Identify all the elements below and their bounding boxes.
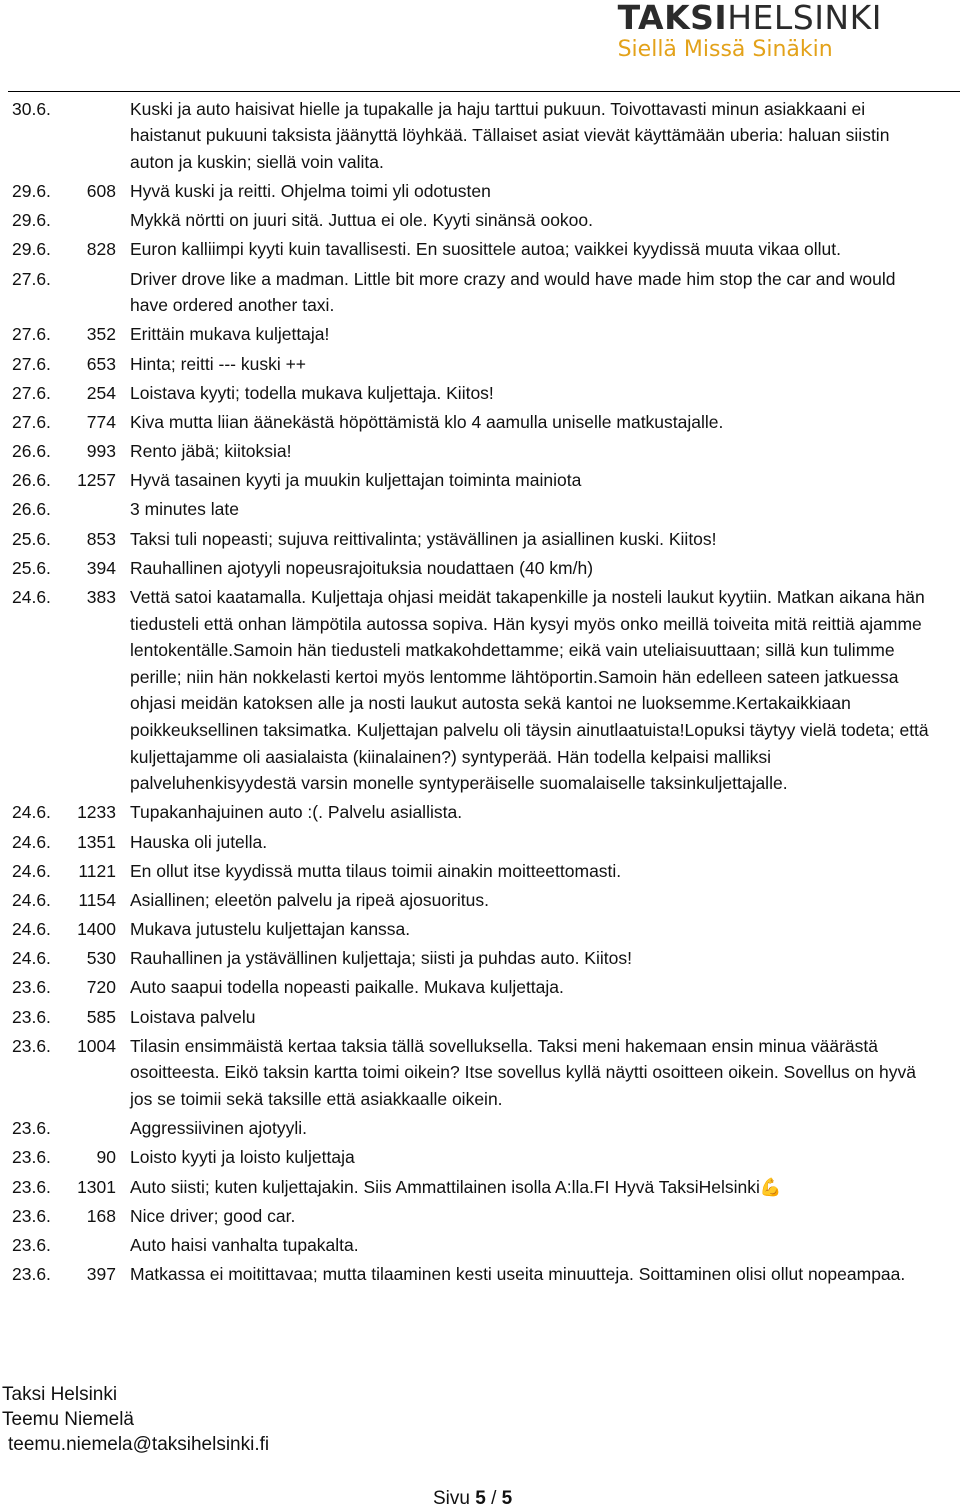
feedback-row <box>0 435 960 464</box>
page-current: 5 <box>475 1488 486 1509</box>
feedback-number: 1154 <box>78 889 116 910</box>
feedback-row <box>0 914 960 943</box>
feedback-number: 653 <box>86 353 116 374</box>
feedback-date: 23.6. <box>12 1147 51 1168</box>
feedback-number: 254 <box>86 382 116 403</box>
feedback-number: 397 <box>86 1264 116 1285</box>
feedback-text: Erittäin mukava kuljettaja! <box>130 324 330 345</box>
feedback-date: 24.6. <box>12 831 51 852</box>
feedback-text: Hyvä tasainen kyyti ja muukin kuljettajan toiminta mainiota <box>130 470 582 491</box>
feedback-row <box>0 1229 960 1258</box>
feedback-text: Tilasin ensimmäistä kertaa taksia tällä sovelluksella. Taksi meni hakemaan ensin minua väärästä osoitteesta. Eikö taksin kartta toimi oikein? Itse sovellus kyllä näytti osoitteen oikein. Sovellus on hyvä jos se toimii sekä taksille että asiakkaalle oikein. <box>130 1035 916 1110</box>
logo-light-text: HELSINKI <box>727 0 882 37</box>
feedback-text: Rauhallinen ajotyyli nopeusrajoituksia noudattaen (40 km/h) <box>130 557 594 578</box>
footer-company: Taksi Helsinki <box>2 1384 118 1405</box>
feedback-row <box>0 348 960 377</box>
feedback-date: 23.6. <box>12 1176 51 1197</box>
feedback-number: 1301 <box>77 1176 116 1197</box>
feedback-row <box>0 1259 960 1288</box>
feedback-text: Rento jäbä; kiitoksia! <box>130 441 292 462</box>
logo-tagline: Siellä Missä Sinäkin <box>617 37 833 62</box>
feedback-row <box>0 1113 960 1142</box>
feedback-text: Vettä satoi kaatamalla. Kuljettaja ohjasi meidät takapenkille ja nosteli laukut kyytiin. Matkan aikana hän tiedusteli että onhan lämpötila autossa sopiva. Hän kysyi myös onko meillä toiveita mitä reittiä ajamme lentokentälle.Samoin hän tiedusteli matkakohdettamme; eikä vain uteliaisuuttaan; sillä kun tulimme perille; niin hän nokkelasti kertoi myös lentomme lähtöportin.Samoin hän edelleen sateen jatkuessa ohjasi meidän katoksen alle ja nosti laukut autosta sekä kantoi ne luoksemme.Kertakaikkiaan poikkeuksellinen taksimatka. Kuljettajan palvelu oli täysin ainutlaatuista!Lopuksi täytyy vielä todeta; että kuljettajamme oli aasialaista (kiinalainen?) syntyperää. Hän todella kelpaisi malliksi palveluhenkisyydestä varsin monelle syntyperäiselle suomalaiselle taksinkuljettajalle. <box>130 587 929 794</box>
feedback-date: 27.6. <box>12 353 51 374</box>
feedback-row <box>0 581 960 796</box>
feedback-row <box>0 175 960 204</box>
feedback-number: 720 <box>86 977 116 998</box>
feedback-row <box>0 552 960 581</box>
feedback-row <box>0 855 960 884</box>
feedback-text: Matkassa ei moitittavaa; mutta tilaaminen kesti useita minuutteja. Soittaminen olisi ollut nopeampaa. <box>130 1264 906 1285</box>
feedback-text: Auto siisti; kuten kuljettajakin. Siis Ammattilainen isolla A:lla.FI Hyvä TaksiHelsinki💪 <box>130 1176 782 1197</box>
feedback-row <box>0 205 960 234</box>
feedback-number: 585 <box>86 1006 116 1027</box>
feedback-row <box>0 234 960 263</box>
feedback-date: 26.6. <box>12 499 51 520</box>
feedback-text: Loistava kyyti; todella mukava kuljettaja. Kiitos! <box>130 382 494 403</box>
page-total: 5 <box>501 1488 513 1509</box>
feedback-date: 23.6. <box>12 1035 51 1056</box>
feedback-date: 27.6. <box>12 411 51 432</box>
feedback-text: Euron kalliimpi kyyti kuin tavallisesti. En suosittele autoa; vaikkei kyydissä muuta vikaa ollut. <box>130 239 842 260</box>
feedback-date: 23.6. <box>12 1006 51 1027</box>
feedback-date: 24.6. <box>12 860 51 881</box>
footer-email: teemu.niemela@taksihelsinki.fi <box>8 1434 270 1455</box>
feedback-number: 530 <box>86 948 116 969</box>
taksihelsinki-logo <box>618 2 882 64</box>
feedback-date: 29.6. <box>12 210 51 231</box>
feedback-date: 24.6. <box>12 889 51 910</box>
feedback-text: Driver drove like a madman. Little bit more crazy and would have made him stop the car and would have ordered another taxi. <box>130 268 896 316</box>
page-number <box>433 1487 512 1511</box>
feedback-row <box>0 1001 960 1030</box>
feedback-date: 23.6. <box>12 1205 51 1226</box>
feedback-number: 993 <box>86 441 116 462</box>
feedback-date: 25.6. <box>12 557 51 578</box>
feedback-row <box>0 943 960 972</box>
feedback-list <box>0 93 960 1288</box>
feedback-text: 3 minutes late <box>130 499 239 520</box>
feedback-row <box>0 1200 960 1229</box>
feedback-date: 29.6. <box>12 180 51 201</box>
feedback-number: 828 <box>86 239 116 260</box>
feedback-row <box>0 523 960 552</box>
feedback-text: Kiva mutta liian äänekästä höpöttämistä klo 4 aamulla uniselle matkustajalle. <box>130 411 724 432</box>
feedback-text: Loistava palvelu <box>130 1006 256 1027</box>
feedback-row <box>0 319 960 348</box>
feedback-date: 24.6. <box>12 919 51 940</box>
feedback-date: 23.6. <box>12 1118 51 1139</box>
feedback-date: 24.6. <box>12 802 51 823</box>
feedback-text: Nice driver; good car. <box>130 1205 296 1226</box>
feedback-row <box>0 465 960 494</box>
feedback-number: 90 <box>96 1147 116 1168</box>
feedback-number: 168 <box>86 1205 116 1226</box>
feedback-date: 27.6. <box>12 382 51 403</box>
feedback-text: Hyvä kuski ja reitti. Ohjelma toimi yli odotusten <box>130 180 491 201</box>
feedback-number: 383 <box>86 587 116 607</box>
feedback-text: Auto saapui todella nopeasti paikalle. Mukava kuljettaja. <box>130 977 564 998</box>
feedback-row <box>0 494 960 523</box>
feedback-number: 1400 <box>77 919 116 940</box>
logo-bold-text: TAKSI <box>617 0 728 37</box>
feedback-date: 27.6. <box>12 324 51 345</box>
feedback-number: 394 <box>86 557 116 578</box>
feedback-number: 1351 <box>77 831 116 852</box>
feedback-text: Mukava jutustelu kuljettajan kanssa. <box>130 919 411 940</box>
feedback-number: 853 <box>86 528 116 549</box>
feedback-number: 608 <box>86 180 116 201</box>
feedback-text: Asiallinen; eleetön palvelu ja ripeä ajosuoritus. <box>130 889 489 910</box>
feedback-text: Tupakanhajuinen auto :(. Palvelu asiallista. <box>130 802 463 823</box>
feedback-row <box>0 377 960 406</box>
feedback-date: 24.6. <box>12 587 51 607</box>
feedback-text: Hauska oli jutella. <box>130 831 268 852</box>
footer-contact <box>0 1382 269 1457</box>
feedback-date: 26.6. <box>12 470 51 491</box>
feedback-date: 23.6. <box>12 1234 51 1255</box>
feedback-text: Hinta; reitti --- kuski ++ <box>130 353 307 374</box>
feedback-text: Kuski ja auto haisivat hielle ja tupakalle ja haju tarttui pukuun. Toivottavasti minun asiakkaani ei haistanut pukuuni taksista jäänyttä löyhkää. Tällaiset asiat vievät käyttämään uberia: haluan siistin auton ja kuskin; siellä voin valita. <box>130 98 890 172</box>
logo-wordmark <box>617 0 882 37</box>
feedback-date: 23.6. <box>12 977 51 998</box>
feedback-text: Loisto kyyti ja loisto kuljettaja <box>130 1147 355 1168</box>
feedback-number: 352 <box>86 324 116 345</box>
feedback-row <box>0 1171 960 1200</box>
feedback-date: 30.6. <box>12 98 51 119</box>
feedback-row <box>0 1142 960 1171</box>
feedback-date: 29.6. <box>12 239 51 260</box>
page-label: Sivu <box>433 1488 470 1509</box>
feedback-row <box>0 406 960 435</box>
feedback-row <box>0 884 960 913</box>
feedback-date: 23.6. <box>12 1264 51 1285</box>
feedback-text: En ollut itse kyydissä mutta tilaus toimii ainakin moitteettomasti. <box>130 860 622 881</box>
feedback-date: 24.6. <box>12 948 51 969</box>
feedback-text: Aggressiivinen ajotyyli. <box>130 1118 308 1139</box>
feedback-row <box>0 797 960 826</box>
feedback-text: Rauhallinen ja ystävällinen kuljettaja; siisti ja puhdas auto. Kiitos! <box>130 948 632 969</box>
feedback-row <box>0 826 960 855</box>
footer-name: Teemu Niemelä <box>2 1409 134 1430</box>
feedback-number: 1257 <box>77 470 116 491</box>
feedback-number: 774 <box>86 411 116 432</box>
feedback-date: 27.6. <box>12 268 51 289</box>
page-separator: / <box>491 1488 497 1509</box>
feedback-number: 1004 <box>77 1035 116 1056</box>
feedback-number: 1233 <box>77 802 116 823</box>
feedback-text: Mykkä nörtti on juuri sitä. Juttua ei ole. Kyyti sinänsä ookoo. <box>130 210 594 231</box>
feedback-number: 1121 <box>78 860 116 881</box>
feedback-date: 25.6. <box>12 528 51 549</box>
feedback-text: Auto haisi vanhalta tupakalta. <box>130 1234 359 1255</box>
feedback-text: Taksi tuli nopeasti; sujuva reittivalinta; ystävällinen ja asiallinen kuski. Kiitos! <box>130 528 717 549</box>
feedback-row <box>0 93 960 175</box>
feedback-row <box>0 263 960 319</box>
feedback-date: 26.6. <box>12 441 51 462</box>
header-divider <box>8 91 960 92</box>
feedback-row <box>0 972 960 1001</box>
feedback-row <box>0 1030 960 1112</box>
